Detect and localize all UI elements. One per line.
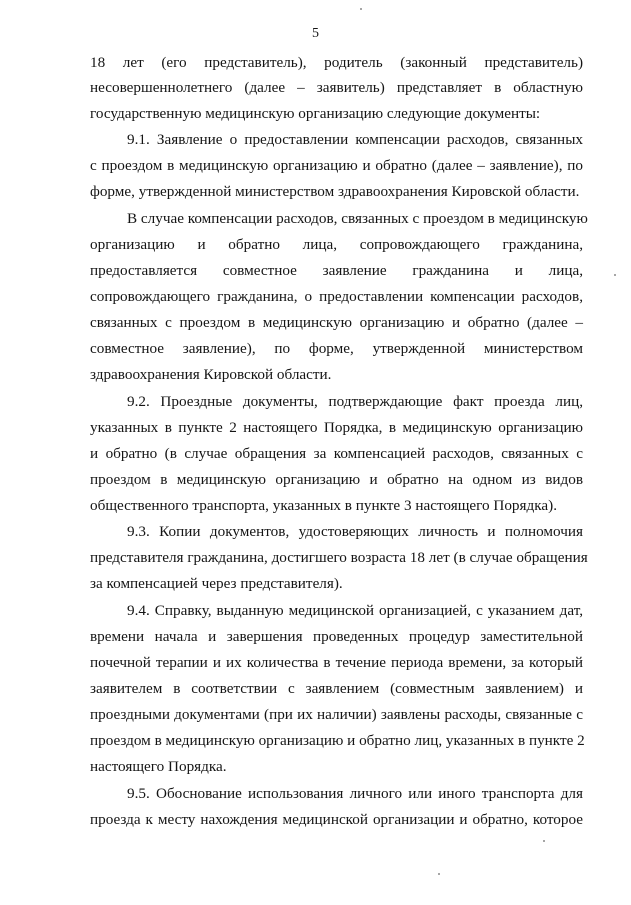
scan-speck [614, 274, 616, 276]
text-line: проездными документами (при их наличии) заявлены расходы, связанные с [90, 706, 583, 723]
scan-speck [543, 840, 545, 842]
text-line: проезда к месту нахождения медицинской организации и обратно, которое [90, 811, 583, 828]
text-line: форме, утвержденной министерством здравоохранения Кировской области. [90, 183, 580, 200]
text-line: сопровождающего гражданина, о предоставлении компенсации расходов, [90, 288, 583, 305]
text-line: государственную медицинскую организацию следующие документы: [90, 105, 541, 122]
text-line: совместное заявление), по форме, утвержденной министерством [90, 340, 583, 357]
text-line: связанных с проездом в медицинскую организацию и обратно (далее – [90, 314, 583, 331]
text-line: с проездом в медицинскую организацию и обратно (далее – заявление), по [90, 157, 583, 174]
text-line: 9.1. Заявление о предоставлении компенсации расходов, связанных [127, 131, 583, 148]
text-line: и обратно (в случае обращения за компенсацией расходов, связанных с [90, 445, 583, 462]
scan-speck [360, 8, 362, 10]
text-line: здравоохранения Кировской области. [90, 366, 332, 383]
text-line: общественного транспорта, указанных в пункте 3 настоящего Порядка). [90, 497, 557, 514]
text-line: представителя гражданина, достигшего возраста 18 лет (в случае обращения [90, 549, 588, 566]
text-line: указанных в пункте 2 настоящего Порядка, в медицинскую организацию [90, 419, 583, 436]
text-line: 9.2. Проездные документы, подтверждающие факт проезда лиц, [127, 393, 583, 410]
text-line: организацию и обратно лица, сопровождающего гражданина, [90, 236, 583, 253]
text-line: 9.3. Копии документов, удостоверяющих личность и полномочия [127, 523, 583, 540]
text-line: за компенсацией через представителя). [90, 575, 343, 592]
text-line: заявителем в соответствии с заявлением (совместным заявлением) и [90, 680, 583, 697]
text-line: несовершеннолетнего (далее – заявитель) представляет в областную [90, 79, 583, 96]
text-line: 9.5. Обоснование использования личного или иного транспорта для [127, 785, 583, 802]
text-line: настоящего Порядка. [90, 758, 227, 775]
text-line: времени начала и завершения проведенных процедур заместительной [90, 628, 583, 645]
text-line: проездом в медицинскую организацию и обратно лиц, указанных в пункте 2 [90, 732, 585, 749]
text-line: почечной терапии и их количества в течение периода времени, за который [90, 654, 583, 671]
scan-speck [438, 873, 440, 875]
text-line: проездом в медицинскую организацию и обратно на одном из видов [90, 471, 583, 488]
text-line: В случае компенсации расходов, связанных с проездом в медицинскую [127, 210, 588, 227]
text-line: предоставляется совместное заявление гражданина и лица, [90, 262, 583, 279]
text-line: 9.4. Справку, выданную медицинской организацией, с указанием дат, [127, 602, 583, 619]
text-line: 18 лет (его представитель), родитель (законный представитель) [90, 54, 583, 71]
page-number: 5 [312, 26, 319, 41]
